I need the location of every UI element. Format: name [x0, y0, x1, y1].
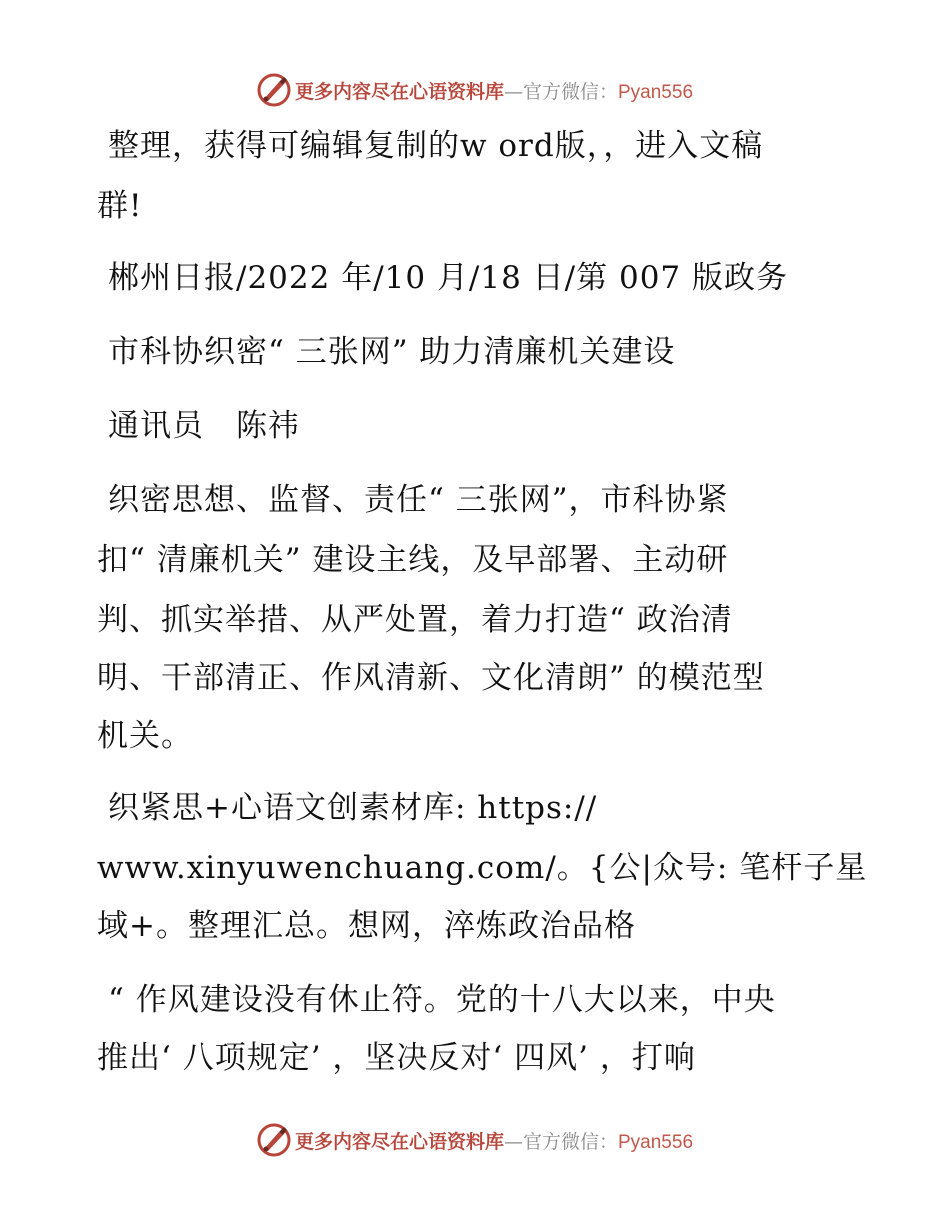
- body-line-11: 织紧思+心语文创素材库: https://: [108, 790, 598, 826]
- body-line-2: 群!: [97, 188, 143, 224]
- banner-text: [295, 77, 693, 104]
- article-author: 通讯员 陈祎: [108, 408, 300, 444]
- body-line-15: 推出‘ 八项规定’ ，坚决反对‘ 四风’ ，打响: [97, 1040, 696, 1076]
- body-line-7: 扣“ 清廉机关” 建设主线，及早部署、主动研: [97, 542, 729, 578]
- body-line-8: 判、抓实举措、从严处置，着力打造“ 政治清: [97, 602, 733, 638]
- banner-site-name: 更多内容尽在心语资料库: [294, 1130, 504, 1153]
- footer-banner: [0, 1120, 950, 1160]
- body-line-3: 郴州日报/2022 年/10 月/18 日/第 007 版政务: [108, 260, 789, 296]
- brush-logo-icon: [257, 73, 291, 107]
- banner-wechat-id: Pyan556: [618, 1131, 694, 1153]
- body-line-13: 域+。整理汇总。想网，淬炼政治品格: [97, 908, 636, 944]
- banner-site-name: 更多内容尽在心语资料库: [294, 80, 504, 103]
- body-line-1: 整理，获得可编辑复制的w ord版，，进入文稿: [108, 128, 764, 164]
- body-line-14: “ 作风建设没有休止符。党的十八大以来，中央: [108, 982, 776, 1018]
- banner-wechat-label: 官方微信：: [522, 80, 618, 103]
- banner-separator: —: [503, 1130, 523, 1153]
- banner-wechat-id: Pyan556: [618, 81, 694, 103]
- banner-wechat-label: 官方微信：: [522, 1130, 618, 1153]
- brush-logo-icon: [257, 1123, 291, 1157]
- header-banner: [0, 70, 950, 110]
- body-line-6: 织密思想、监督、责任“ 三张网”，市科协紧: [108, 482, 729, 518]
- banner-text: [295, 1127, 693, 1154]
- body-line-10: 机关。: [97, 718, 193, 754]
- banner-separator: —: [503, 80, 523, 103]
- body-line-12: www.xinyuwenchuang.com/。{公|众号: 笔杆子星: [97, 850, 868, 886]
- body-line-9: 明、干部清正、作风清新、文化清朗” 的模范型: [97, 660, 765, 696]
- article-title: 市科协织密“ 三张网” 助力清廉机关建设: [108, 334, 676, 370]
